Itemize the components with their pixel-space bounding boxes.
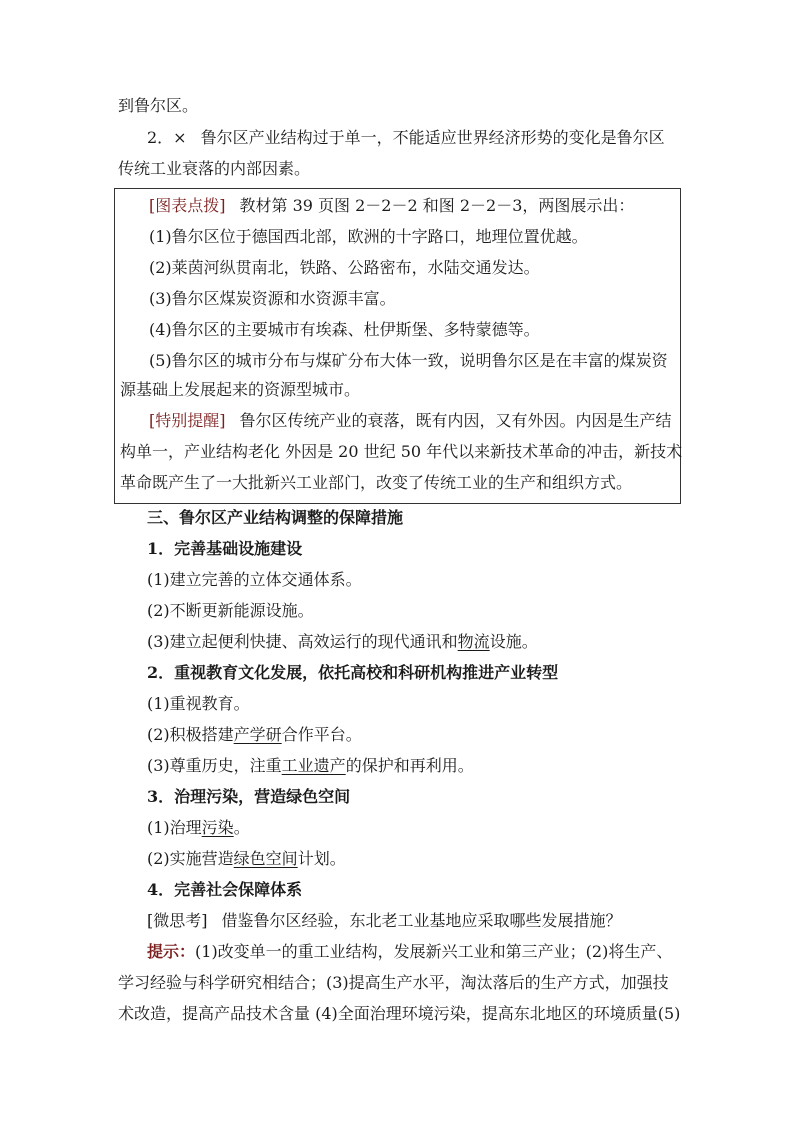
chart-tip-4: (4)鲁尔区的主要城市有埃森、杜伊斯堡、多特蒙德等。 bbox=[149, 320, 540, 339]
measure-2-point-3-text: (3)尊重历史，注重 bbox=[147, 756, 282, 775]
measure-2-heading: 2．重视教育文化发展，依托高校和科研机构推进产业转型 bbox=[147, 663, 559, 682]
answer-item-2-cont: 传统工业衰落的内部因素。 bbox=[118, 159, 311, 178]
measure-2-point-2-text: (2)积极搭建 bbox=[147, 725, 234, 744]
underlined-term: 工业遗产 bbox=[281, 756, 346, 775]
chart-tips-intro bbox=[149, 195, 634, 217]
special-reminder-tag: [特别提醒] bbox=[149, 411, 226, 430]
measure-1-point-3-text: (3)建立起便利快捷、高效运行的现代通讯和 bbox=[147, 632, 458, 651]
measure-3-point-2-text: (2)实施营造 bbox=[147, 849, 234, 868]
measure-1-point-2: (2)不断更新能源设施。 bbox=[147, 601, 314, 620]
special-reminder-cont-1: 构单一，产业结构老化 外因是 20 世纪 50 年代以来新技术革命的冲击，新技术 bbox=[120, 442, 683, 461]
measure-2-point-3 bbox=[147, 755, 474, 777]
special-reminder bbox=[149, 410, 672, 432]
measure-3-point-2 bbox=[147, 848, 346, 870]
chart-tip-3: (3)鲁尔区煤炭资源和水资源丰富。 bbox=[149, 289, 396, 308]
chart-tip-2: (2)莱茵河纵贯南北，铁路、公路密布，水陆交通发达。 bbox=[149, 258, 540, 277]
measure-4-heading: 4．完善社会保障体系 bbox=[147, 880, 303, 899]
chart-tip-1: (1)鲁尔区位于德国西北部，欧洲的十字路口，地理位置优越。 bbox=[149, 227, 588, 246]
chart-tips-intro-text: 教材第 39 页图 2－2－2 和图 2－2－3，两图展示出： bbox=[239, 196, 635, 215]
section-3-title: 三、鲁尔区产业结构调整的保障措施 bbox=[147, 508, 404, 527]
measure-2-point-3-end: 的保护和再利用。 bbox=[345, 756, 474, 775]
measure-2-point-1: (1)重视教育。 bbox=[147, 694, 250, 713]
special-reminder-text: 鲁尔区传统产业的衰落，既有内因，又有外因。内因是生产结 bbox=[239, 411, 672, 430]
hint-label: 提示： bbox=[147, 942, 196, 961]
underlined-term: 物流 bbox=[457, 632, 490, 651]
chart-tips-box bbox=[114, 188, 681, 504]
think-question bbox=[147, 910, 622, 932]
measure-2-point-2 bbox=[147, 724, 362, 746]
underlined-term: 产学研 bbox=[233, 725, 282, 744]
chart-tip-5-cont: 源基础上发展起来的资源型城市。 bbox=[120, 380, 361, 399]
measure-1-point-1: (1)建立完善的立体交通体系。 bbox=[147, 570, 362, 589]
think-answer-line-1 bbox=[147, 941, 672, 963]
chart-tips-tag: [图表点拨] bbox=[149, 196, 226, 215]
special-reminder-cont-2: 革命既产生了一大批新兴工业部门，改变了传统工业的生产和组织方式。 bbox=[120, 473, 633, 492]
think-question-text: 借鉴鲁尔区经验，东北老工业基地应采取哪些发展措施？ bbox=[221, 911, 622, 930]
measure-3-point-1 bbox=[147, 817, 250, 839]
measure-1-point-3 bbox=[147, 631, 538, 653]
measure-2-point-2-end: 合作平台。 bbox=[281, 725, 362, 744]
think-answer-line-3: 术改造，提高产品技术含量 (4)全面治理环境污染，提高东北地区的环境质量(5) bbox=[118, 1004, 681, 1023]
answer-item-2-text: 鲁尔区产业结构过于单一，不能适应世界经济形势的变化是鲁尔区 bbox=[200, 128, 665, 147]
think-answer-line-2: 学习经验与科学研究相结合；(3)提高生产水平，淘汰落后的生产方式，加强技 bbox=[118, 973, 669, 992]
underlined-term: 污染 bbox=[201, 818, 234, 837]
answer-item-2-number: 2．× bbox=[147, 128, 187, 147]
measure-3-point-1-end: 。 bbox=[233, 818, 250, 837]
measure-3-point-2-end: 计划。 bbox=[297, 849, 346, 868]
answer-item-2 bbox=[147, 127, 665, 149]
continued-line: 到鲁尔区。 bbox=[118, 96, 199, 115]
measure-3-heading: 3．治理污染，营造绿色空间 bbox=[147, 787, 351, 806]
chart-tip-5: (5)鲁尔区的城市分布与煤矿分布大体一致，说明鲁尔区是在丰富的煤炭资 bbox=[149, 351, 668, 370]
measure-1-heading: 1．完善基础设施建设 bbox=[147, 539, 303, 558]
measure-3-point-1-text: (1)治理 bbox=[147, 818, 202, 837]
think-tag: [微思考] bbox=[147, 911, 208, 930]
underlined-term: 绿色空间 bbox=[233, 849, 298, 868]
measure-1-point-3-end: 设施。 bbox=[489, 632, 538, 651]
think-answer-text: (1)改变单一的重工业结构，发展新兴工业和第三产业；(2)将生产、 bbox=[195, 942, 673, 961]
